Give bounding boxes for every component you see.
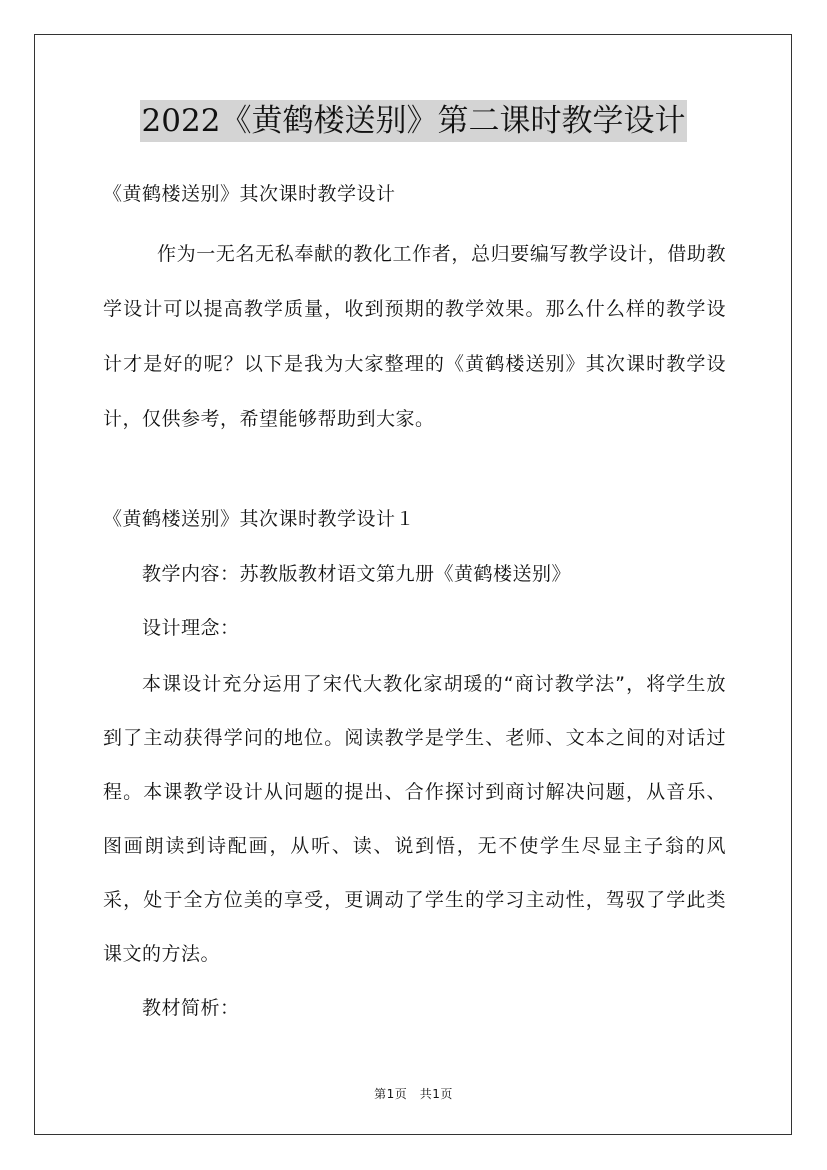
teaching-content-line: 教学内容：苏教版教材语文第九册《黄鹤楼送别》 [142, 563, 572, 585]
section-heading: 《黄鹤楼送别》其次课时教学设计１ [103, 508, 416, 530]
design-concept-paragraph: 本课设计充分运用了宋代大教化家胡瑗的“商讨教学法”，将学生放到了主动获得学问的地位。阅读教学是学生、老师、文本之间的对话过程。本课教学设计从问题的提出、合作探讨到商讨解决问题，从音乐、图画朗读到诗配画，从听、读、说到悟，无不使学生尽显主子翁的风采，处于全方位美的享受，更调动了学生的学习主动性，驾驭了学此类课文的方法。 [103, 673, 726, 965]
material-analysis-label: 教材简析： [142, 997, 240, 1019]
intro-paragraph: 作为一无名无私奉献的教化工作者，总归要编写教学设计，借助教学设计可以提高教学质量，收到预期的教学效果。那么什么样的教学设计才是好的呢？以下是我为大家整理的《黄鹤楼送别》其次课时教学设计，仅供参考，希望能够帮助到大家。 [103, 243, 726, 430]
page-number-footer: 第1页 共1页 [374, 1087, 453, 1101]
document-subtitle: 《黄鹤楼送别》其次课时教学设计 [103, 183, 396, 205]
title-container [0, 100, 827, 142]
design-concept-label: 设计理念： [142, 617, 240, 639]
page-title: 2022《黄鹤楼送别》第二课时教学设计 [140, 100, 688, 142]
